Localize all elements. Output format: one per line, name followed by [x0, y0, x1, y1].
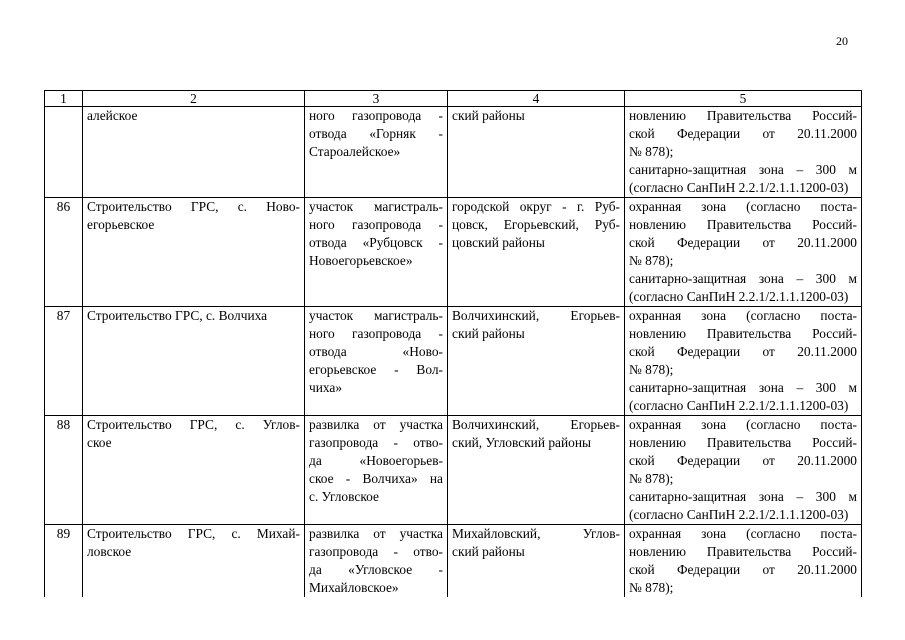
row-number-cell: [45, 107, 83, 198]
text-line: цовск, Егорьевский, Руб-: [452, 217, 620, 232]
district-cell: [448, 107, 625, 198]
text-line: ский районы: [452, 326, 525, 341]
column-number: 4: [448, 91, 625, 107]
text-line: газопровода - отво-: [309, 435, 443, 450]
text-line: санитарно-защитная зона – 300 м: [629, 162, 857, 177]
object-name-cell: [83, 198, 305, 307]
text-line: ский, Угловский районы: [452, 435, 592, 450]
text-line: Староалейское»: [309, 144, 401, 159]
table-row: [45, 307, 862, 416]
text-line: № 878);: [629, 253, 674, 268]
text-line: (согласно СанПиН 2.2.1/2.1.1.1200-03): [629, 180, 849, 195]
text-line: егорьевское: [87, 217, 155, 232]
table-row: [45, 416, 862, 525]
row-number-cell: 87: [45, 307, 83, 416]
text-line: да «Новоегорьев-: [309, 453, 443, 468]
facilities-table: [44, 90, 862, 597]
zone-cell: [625, 525, 862, 598]
column-number: 1: [45, 91, 83, 107]
text-line: № 878);: [629, 362, 674, 377]
row-number-cell: 89: [45, 525, 83, 598]
route-cell: [305, 198, 448, 307]
text-line: егорьевское - Вол-: [309, 362, 443, 377]
row-number-cell: 86: [45, 198, 83, 307]
text-line: алейское: [87, 108, 138, 123]
text-line: новлению Правительства Россий-: [629, 435, 857, 450]
route-cell: [305, 107, 448, 198]
text-line: отвода «Рубцовск -: [309, 235, 443, 250]
district-cell: [448, 416, 625, 525]
zone-cell: [625, 307, 862, 416]
text-line: газопровода - отво-: [309, 544, 443, 559]
text-line: ской Федерации от 20.11.2000: [629, 453, 857, 468]
text-line: Михайловское»: [309, 580, 399, 595]
text-line: (согласно СанПиН 2.2.1/2.1.1.1200-03): [629, 507, 849, 522]
text-line: ного газопровода -: [309, 326, 443, 341]
table-row: [45, 525, 862, 598]
text-line: охранная зона (согласно поста-: [629, 308, 857, 323]
text-line: развилка от участка: [309, 417, 443, 432]
text-line: охранная зона (согласно поста-: [629, 199, 857, 214]
text-line: охранная зона (согласно поста-: [629, 417, 857, 432]
text-line: ский районы: [452, 544, 525, 559]
text-line: ской Федерации от 20.11.2000: [629, 562, 857, 577]
text-line: Строительство ГРС, с. Ново-: [87, 199, 300, 214]
text-line: ловское: [87, 544, 132, 559]
text-line: (согласно СанПиН 2.2.1/2.1.1.1200-03): [629, 289, 849, 304]
text-line: Волчихинский, Егорьев-: [452, 308, 620, 323]
text-line: участок магистраль-: [309, 308, 443, 323]
text-line: участок магистраль-: [309, 199, 443, 214]
column-number: 3: [305, 91, 448, 107]
table-row: [45, 198, 862, 307]
text-line: Строительство ГРС, с. Углов-: [87, 417, 300, 432]
text-line: ское - Волчиха» на: [309, 471, 443, 486]
text-line: охранная зона (согласно поста-: [629, 526, 857, 541]
district-cell: [448, 525, 625, 598]
text-line: (согласно СанПиН 2.2.1/2.1.1.1200-03): [629, 398, 849, 413]
route-cell: [305, 525, 448, 598]
text-line: № 878);: [629, 471, 674, 486]
route-cell: [305, 416, 448, 525]
text-line: Михайловский, Углов-: [452, 526, 620, 541]
text-line: цовский районы: [452, 235, 545, 250]
text-line: городской округ - г. Руб-: [452, 199, 620, 214]
object-name-cell: [83, 107, 305, 198]
text-line: ской Федерации от 20.11.2000: [629, 126, 857, 141]
object-name-cell: [83, 307, 305, 416]
text-line: ного газопровода -: [309, 217, 443, 232]
text-line: ский районы: [452, 108, 525, 123]
text-line: новлению Правительства Россий-: [629, 108, 857, 123]
district-cell: [448, 307, 625, 416]
text-line: новлению Правительства Россий-: [629, 544, 857, 559]
row-number-cell: 88: [45, 416, 83, 525]
text-line: новлению Правительства Россий-: [629, 217, 857, 232]
text-line: ской Федерации от 20.11.2000: [629, 235, 857, 250]
text-line: новлению Правительства Россий-: [629, 326, 857, 341]
text-line: да «Угловское -: [309, 562, 443, 577]
zone-cell: [625, 416, 862, 525]
text-line: ской Федерации от 20.11.2000: [629, 344, 857, 359]
object-name-cell: [83, 525, 305, 598]
text-line: Новоегорьевское»: [309, 253, 413, 268]
text-line: ское: [87, 435, 112, 450]
text-line: санитарно-защитная зона – 300 м: [629, 271, 857, 286]
zone-cell: [625, 198, 862, 307]
district-cell: [448, 198, 625, 307]
column-number-row: [45, 91, 862, 107]
object-name-cell: [83, 416, 305, 525]
text-line: санитарно-защитная зона – 300 м: [629, 380, 857, 395]
text-line: № 878);: [629, 580, 674, 595]
text-line: отвода «Ново-: [309, 344, 443, 359]
page-number: 20: [836, 34, 848, 48]
zone-cell: [625, 107, 862, 198]
text-line: ного газопровода -: [309, 108, 443, 123]
route-cell: [305, 307, 448, 416]
column-number: 2: [83, 91, 305, 107]
text-line: с. Угловское: [309, 489, 379, 504]
column-number: 5: [625, 91, 862, 107]
text-line: санитарно-защитная зона – 300 м: [629, 489, 857, 504]
text-line: отвода «Горняк -: [309, 126, 443, 141]
text-line: Волчихинский, Егорьев-: [452, 417, 620, 432]
text-line: № 878);: [629, 144, 674, 159]
text-line: Строительство ГРС, с. Волчиха: [87, 308, 268, 323]
text-line: Строительство ГРС, с. Михай-: [87, 526, 300, 541]
text-line: развилка от участка: [309, 526, 443, 541]
text-line: чиха»: [309, 380, 343, 395]
table-row: [45, 107, 862, 198]
